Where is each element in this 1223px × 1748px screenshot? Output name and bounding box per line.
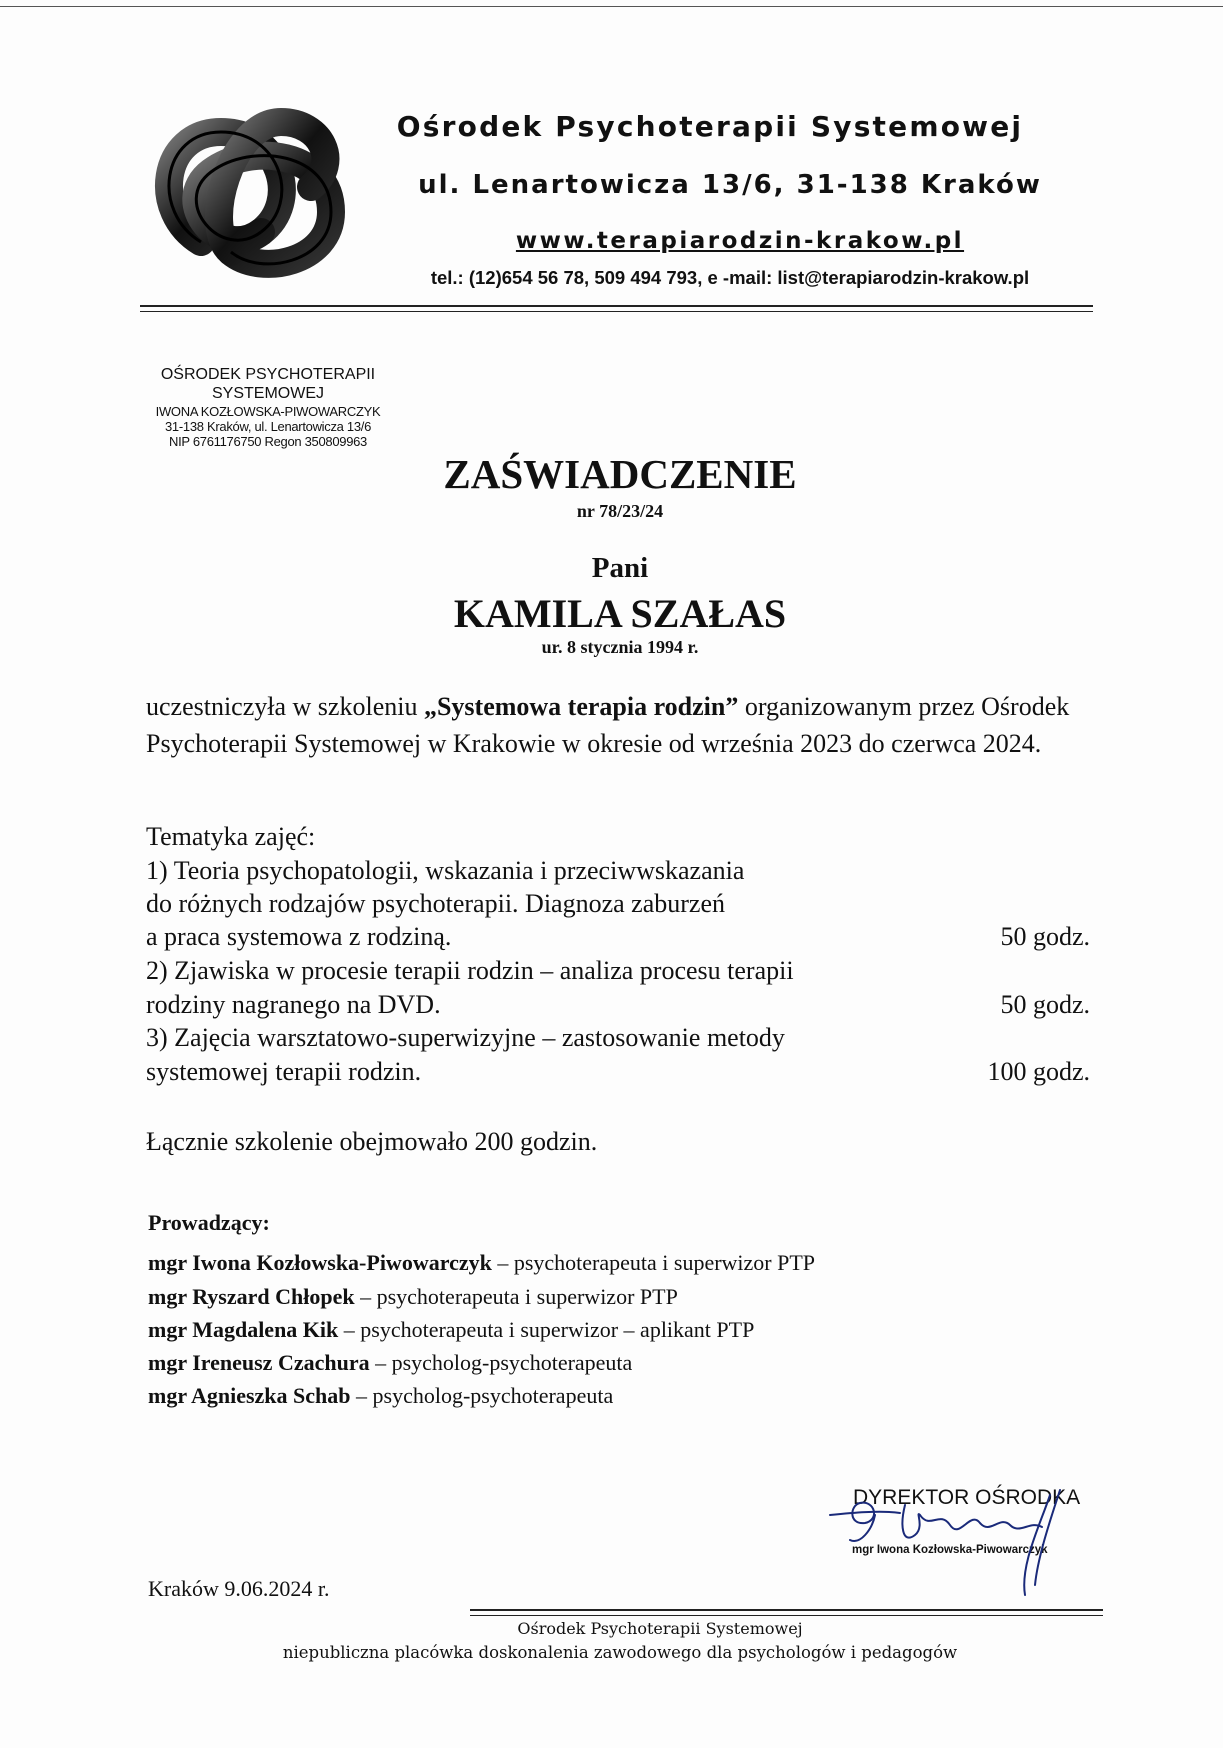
leader-name: mgr Ireneusz Czachura (148, 1350, 370, 1375)
leaders-label: Prowadzący: (148, 1210, 270, 1235)
leader-role: – psycholog-psychoterapeuta (369, 1350, 633, 1375)
stamp-line: SYSTEMOWEJ (211, 384, 324, 402)
topic-line: 3) Zajęcia warsztatowo-superwizyjne – zastosowanie metody (146, 1023, 785, 1052)
header-contact: tel.: (12)654 56 78, 509 494 793, e -mail: list@terapiarodzin-krakow.pl (430, 267, 1030, 288)
topic-line: 1) Teoria psychopatologii, wskazania i przeciwwskazania (146, 856, 745, 885)
leader-role: – psychoterapeuta i superwizor – aplikant PTP (338, 1317, 755, 1342)
topic-hours: 50 godz. (1000, 922, 1090, 951)
leader-entry (148, 1383, 613, 1409)
total-hours: Łącznie szkolenie obejmowało 200 godzin. (146, 1127, 598, 1156)
leader-entry (148, 1317, 754, 1343)
document-title: ZAŚWIADCZENIE (443, 451, 797, 497)
header-org-name: Ośrodek Psychoterapii Systemowej (396, 110, 1024, 143)
leader-name: mgr Agnieszka Schab (148, 1383, 351, 1408)
leader-entry (148, 1250, 815, 1276)
top-edge-line (0, 6, 1223, 7)
leader-name: mgr Magdalena Kik (148, 1317, 339, 1342)
leader-role: – psychoterapeuta i superwizor PTP (354, 1284, 678, 1309)
topic-hours: 100 godz. (987, 1057, 1090, 1086)
knot-logo (140, 92, 362, 292)
leader-entry (148, 1284, 678, 1310)
topic-line: rodziny nagranego na DVD. (146, 990, 441, 1019)
footer-description: niepubliczna placówka doskonalenia zawodowego dla psychologów i pedagogów (282, 1643, 958, 1662)
leader-role: – psycholog-psychoterapeuta (350, 1383, 614, 1408)
institution-stamp (118, 366, 418, 450)
footer-rule (470, 1609, 1103, 1611)
stamp-line: NIP 6761176750 Regon 350809963 (169, 434, 367, 450)
header-address: ul. Lenartowicza 13/6, 31-138 Kraków (418, 170, 1042, 200)
handwritten-signature (820, 1485, 1100, 1605)
topic-line: do różnych rodzajów psychoterapii. Diagnoza zaburzeń (146, 889, 725, 918)
leader-entry (148, 1350, 632, 1376)
birth-date: ur. 8 stycznia 1994 r. (541, 637, 699, 657)
place-and-date: Kraków 9.06.2024 r. (148, 1576, 330, 1601)
header-rule-thin (140, 311, 1093, 312)
course-name: „Systemowa terapia rodzin” (423, 692, 739, 721)
topic-line: systemowej terapii rodzin. (146, 1057, 422, 1086)
body-text-before: uczestniczyła w szkoleniu (146, 692, 424, 721)
leader-name: mgr Iwona Kozłowska-Piwowarczyk (148, 1250, 492, 1275)
topic-hours: 50 godz. (1000, 990, 1090, 1019)
stamp-line: IWONA KOZŁOWSKA-PIWOWARCZYK (155, 403, 381, 419)
footer-org-name: Ośrodek Psychoterapii Systemowej (517, 1619, 803, 1638)
header-website-link[interactable]: www.terapiarodzin-krakow.pl (515, 228, 965, 254)
footer-rule-thin (470, 1615, 1103, 1616)
recipient-name: KAMILA SZAŁAS (453, 591, 787, 636)
leader-name: mgr Ryszard Chłopek (148, 1284, 355, 1309)
stamp-line: 31-138 Kraków, ul. Lenartowicza 13/6 (165, 419, 371, 435)
signature-title: DYREKTOR OŚRODKA (853, 1486, 1081, 1509)
salutation: Pani (591, 552, 649, 584)
signature-name: mgr Iwona Kozłowska-Piwowarczyk (852, 1544, 1048, 1556)
header-rule (140, 305, 1093, 307)
body-text-after: organizowanym przez Ośrodek Psychoterapii Systemowej w Krakowie w okresie od września 2023 do czerwca 2024. (146, 692, 1070, 758)
topic-line: a praca systemowa z rodziną. (146, 922, 452, 951)
leader-role: – psychoterapeuta i superwizor PTP (491, 1250, 816, 1275)
stamp-line: OŚRODEK PSYCHOTERAPII (160, 366, 376, 383)
certificate-number: nr 78/23/24 (576, 501, 664, 521)
topics-label: Tematyka zajęć: (146, 822, 316, 851)
topic-line: 2) Zjawiska w procesie terapii rodzin – analiza procesu terapii (146, 956, 794, 985)
certificate-body (146, 688, 1096, 762)
